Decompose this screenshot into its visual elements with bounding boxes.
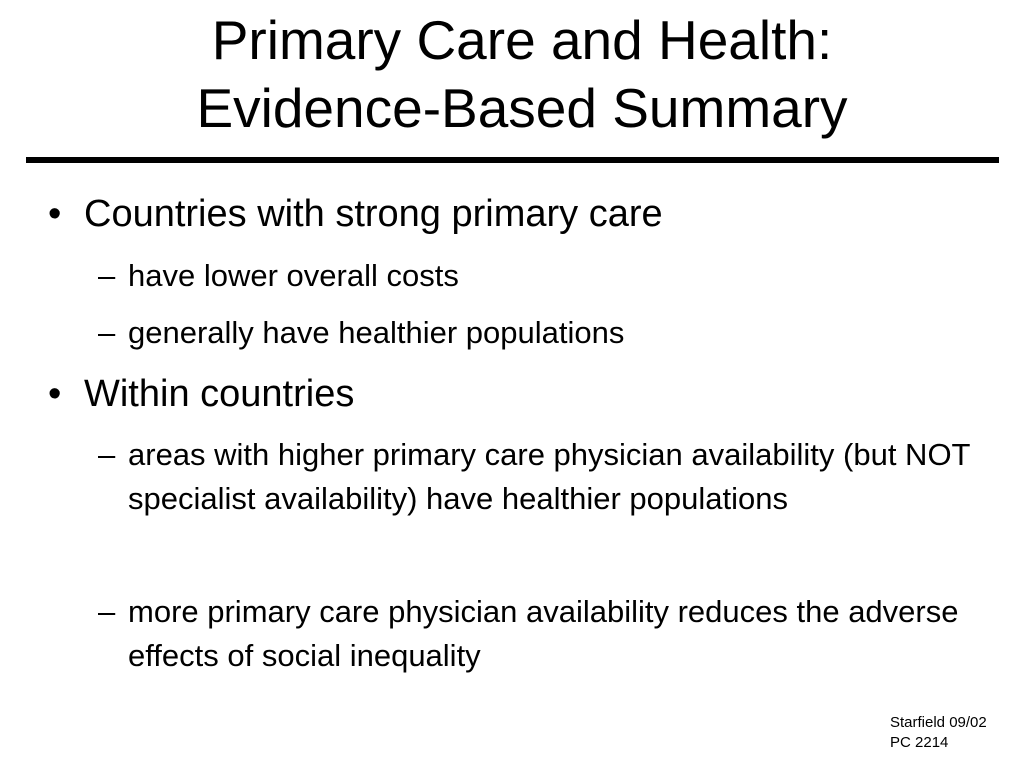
sub-bullet-text: have lower overall costs xyxy=(128,258,459,293)
dash-icon: – xyxy=(98,437,116,472)
dash-icon: – xyxy=(98,315,116,350)
sub-bullet-text: generally have healthier populations xyxy=(128,315,625,350)
bullet-icon: • xyxy=(48,373,62,415)
sub-bullet-item xyxy=(98,254,998,298)
sub-bullet-text: more primary care physician availability reduces the adverse effects of social inequality xyxy=(128,594,959,673)
bullet-text: Within countries xyxy=(84,373,355,415)
dash-icon: – xyxy=(98,258,116,293)
bullet-text: Countries with strong primary care xyxy=(84,193,663,235)
sub-bullet-item xyxy=(98,590,978,678)
sub-bullet-item xyxy=(98,433,978,521)
dash-icon: – xyxy=(98,594,116,629)
sub-bullet-text: areas with higher primary care physician availability (but NOT specialist availability) have healthier populations xyxy=(128,437,970,516)
footer-code: PC 2214 xyxy=(890,734,949,751)
title-line-2: Evidence-Based Summary xyxy=(196,77,848,139)
footer-source: Starfield 09/02 xyxy=(890,714,987,731)
title-line-1: Primary Care and Health: xyxy=(211,9,833,71)
sub-bullet-item xyxy=(98,311,998,355)
slide-footer xyxy=(890,713,987,753)
bullet-icon: • xyxy=(48,193,62,235)
